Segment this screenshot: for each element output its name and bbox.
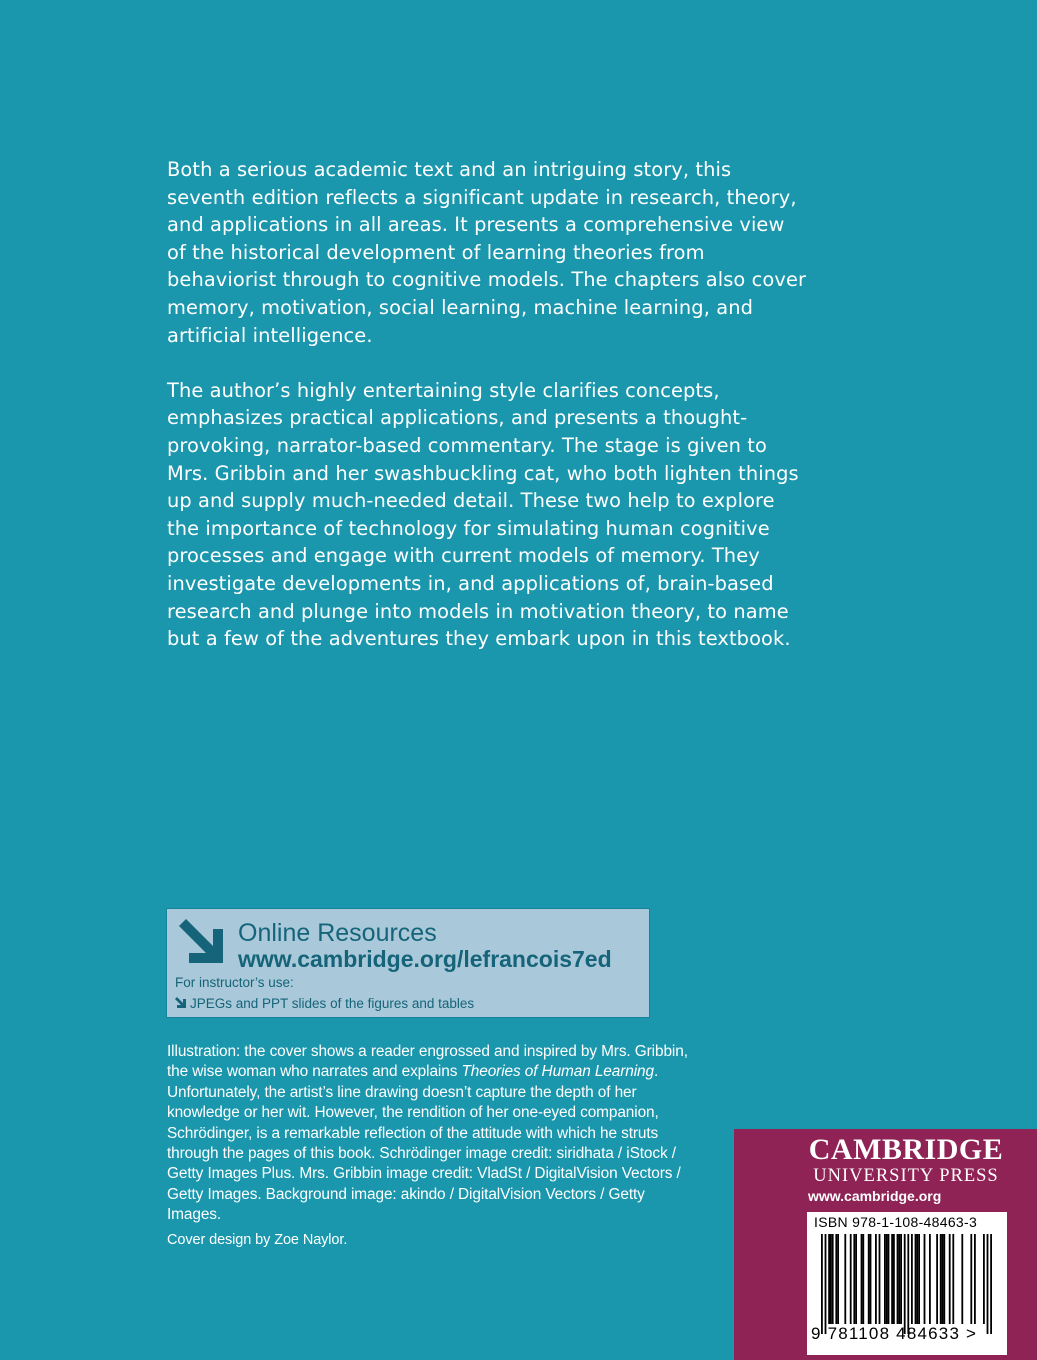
- barcode-bar: [862, 1234, 864, 1324]
- barcode-box: [807, 1212, 1007, 1355]
- barcode-bar: [884, 1234, 886, 1324]
- diagonal-arrow-icon: [177, 917, 227, 967]
- barcode-bar: [875, 1234, 877, 1324]
- barcode-bar: [830, 1234, 832, 1324]
- barcode-bar: [888, 1234, 890, 1324]
- barcode-bar: [943, 1234, 945, 1324]
- image-credits: [167, 1042, 697, 1250]
- barcode-bar: [942, 1234, 944, 1324]
- barcode-bar: [868, 1234, 870, 1324]
- cover-design-credit: Cover design by Zoe Naylor.: [167, 1231, 348, 1248]
- barcode-bar: [821, 1234, 823, 1334]
- barcode-bar: [974, 1234, 976, 1324]
- barcode-bar: [936, 1234, 938, 1324]
- barcode-bar: [924, 1234, 926, 1324]
- barcode-bar: [850, 1234, 852, 1324]
- barcode-bar: [983, 1234, 985, 1324]
- barcode-bar: [907, 1234, 909, 1334]
- barcode-bar: [893, 1234, 895, 1324]
- barcode-bar: [940, 1234, 942, 1324]
- barcode-bar: [911, 1234, 913, 1324]
- barcode-bar: [952, 1234, 954, 1324]
- publisher-subtitle: UNIVERSITY PRESS: [813, 1166, 999, 1186]
- barcode-bar: [961, 1234, 963, 1324]
- online-resources-url[interactable]: www.cambridge.org/lefrancois7ed: [238, 946, 612, 972]
- barcode-bar: [837, 1234, 839, 1324]
- barcode-digits: 9 781108 484633 >: [811, 1324, 978, 1343]
- barcode-bar: [855, 1234, 857, 1324]
- barcode-bar: [987, 1234, 989, 1334]
- barcode-bar: [904, 1234, 906, 1334]
- barcode-bar: [844, 1234, 846, 1324]
- blurb-paragraph-2: The author’s highly entertaining style clarifies concepts, emphasizes practical applications, and presents a thought-provoking, narrator-based commentary. The stage is given to Mrs. Gribbin and her swashbuckling cat, who both lighten things up and supply much-needed detail. These two help to explore the importance of technology for simulating human cognitive processes and engage with current models of memory. They investigate developments in, and applications of, brain-based research and plunge into models in motivation theory, to name but a few of the adventures they embark upon in this textbook.: [167, 378, 799, 651]
- barcode-bar: [879, 1234, 881, 1324]
- barcode-bar: [891, 1234, 893, 1324]
- barcode-bar: [828, 1234, 830, 1324]
- barcode-bar: [898, 1234, 900, 1324]
- publisher-panel: [734, 1129, 1037, 1360]
- barcode-bar: [835, 1234, 837, 1324]
- barcode-bar: [970, 1234, 972, 1324]
- barcode-bar: [990, 1234, 992, 1334]
- illustration-credit-text-end: . Unfortunately, the artist’s line drawing doesn’t capture the depth of her knowledge or her wit. However, the rendition of her one-eyed companion, Schrödinger, is a remarkable reflection of the attitude with which he struts through the pages of this book. Schrödinger image credit: siridhata / iStock / Getty Images Plus. Mrs. Gribbin image credit: VladSt / DigitalVision Vectors / Getty Images. Background image: akindo / DigitalVision Vectors / Getty Images.: [167, 1063, 681, 1224]
- barcode-bar: [949, 1234, 951, 1324]
- barcode-bar: [916, 1234, 918, 1324]
- online-resources-box: [166, 908, 650, 1018]
- publisher-name: CAMBRIDGE: [808, 1133, 1004, 1166]
- book-title-italic: Theories of Human Learning: [461, 1063, 654, 1081]
- publisher-url[interactable]: www.cambridge.org: [808, 1188, 942, 1204]
- barcode-bar: [900, 1234, 902, 1324]
- barcode-bar: [929, 1234, 931, 1324]
- isbn-label: ISBN 978-1-108-48463-3: [814, 1214, 978, 1230]
- online-resources-title: Online Resources: [238, 919, 437, 947]
- resource-item-label: JPEGs and PPT slides of the figures and tables: [190, 996, 475, 1011]
- instructor-use-label: For instructor’s use:: [175, 975, 294, 990]
- back-cover-blurb: [167, 156, 807, 680]
- illustration-credit-text-start: Illustration: the cover shows a reader engrossed and inspired by Mrs. Gribbin, the wise woman who narrates and explains: [167, 1043, 688, 1081]
- barcode-bar: [897, 1234, 899, 1324]
- barcode-bar: [870, 1234, 872, 1324]
- small-diagonal-arrow-icon: [175, 997, 187, 1009]
- barcode-bar: [853, 1234, 855, 1324]
- barcode-bar: [918, 1234, 920, 1324]
- barcode-bar: [861, 1234, 863, 1324]
- barcode-bar: [915, 1234, 917, 1324]
- barcode-bar: [886, 1234, 888, 1324]
- barcode-bar: [832, 1234, 834, 1324]
- barcode-bar: [825, 1234, 827, 1334]
- illustration-credit: [167, 1042, 697, 1226]
- blurb-paragraph-1: Both a serious academic text and an intriguing story, this seventh edition reflects a significant update in research, theory, and applications in all areas. It presents a comprehensive view of the historical development of learning theories from behaviorist through to cognitive models. The chapters also cover memory, motivation, social learning, machine learning, and artificial intelligence.: [167, 158, 807, 347]
- resource-item: [175, 996, 474, 1012]
